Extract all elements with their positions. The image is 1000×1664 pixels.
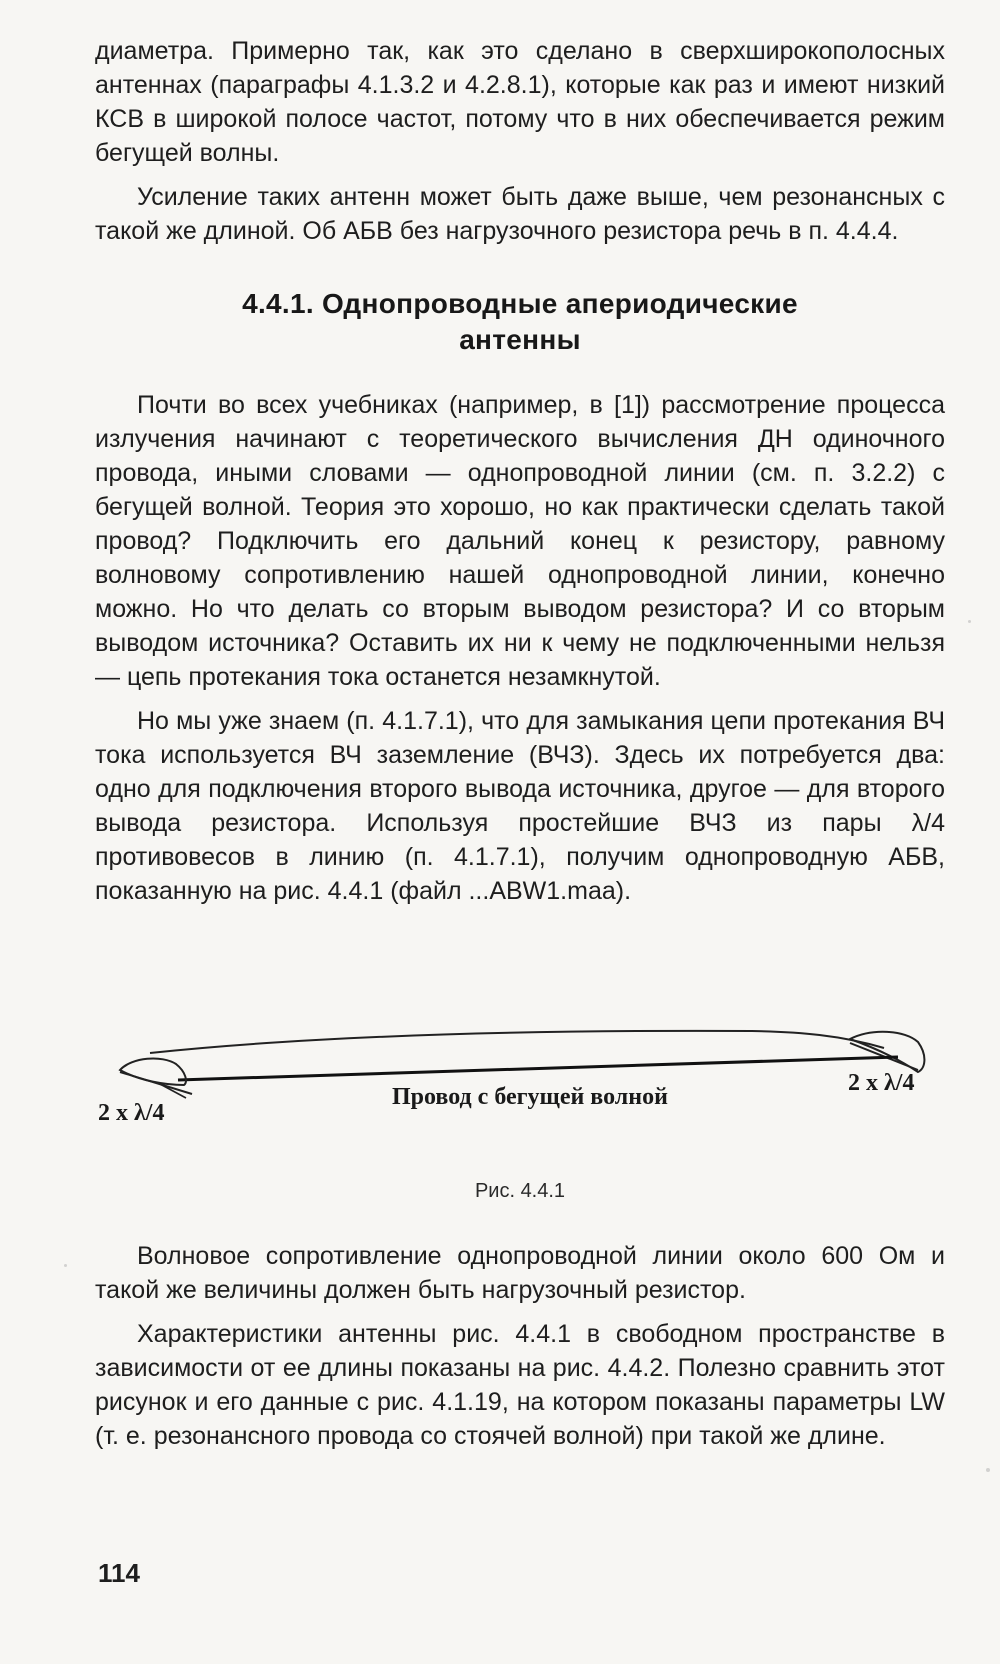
paragraph-textbooks: Почти во всех учебниках (например, в [1]) рассмотрение процесса излучения начинают с теоретического вычисления ДН одиночного провода, иными словами — однопроводной линии (см. п. 3.2.2) с бегущей волной. Теория это хорошо, но как практически сделать такой провод? Подключить его дальний конец к резистору, равному волновому сопротивлению нашей однопроводной линии, конечно можно. Но что делать со вторым выводом резистора? И со вторым выводом источника? Оставить их ни к чему не подключенными нельзя — цепь протекания тока останется незамкнутой. — [95, 391, 945, 691]
counterpoise-line — [150, 1031, 884, 1053]
antenna-diagram — [0, 936, 1000, 1176]
label-wire: Провод с бегущей волной — [392, 1084, 668, 1110]
scan-speck — [968, 620, 971, 623]
page-content — [95, 34, 945, 1453]
page-number: 114 — [98, 1558, 140, 1588]
right-counterpoise-loop — [850, 1032, 924, 1072]
left-stub — [120, 1072, 192, 1094]
section-heading-line-2: антенны — [459, 324, 581, 355]
paragraph-gain: Усиление таких антенн может быть даже выше, чем резонансных с такой же длиной. Об АБВ без нагрузочного резистора речь в п. 4.4.4. — [95, 183, 945, 245]
figure-4-4-1 — [95, 936, 945, 1176]
scan-speck — [64, 1264, 67, 1267]
paragraph-diameter: диаметра. Примерно так, как это сделано в сверхширокополосных антеннах (параграфы 4.1.3.2 и 4.2.8.1), которые как раз и имеют низкий КСВ в широкой полосе частот, потому что в них обеспечивается режим бегущей волны. — [95, 37, 945, 167]
label-left-counterpoise: 2 x λ/4 — [98, 1100, 165, 1126]
paragraph-rf-ground: Но мы уже знаем (п. 4.1.7.1), что для замыкания цепи протекания ВЧ тока используется ВЧ заземление (ВЧЗ). Здесь их потребуется два: одно для подключения второго вывода источника, другое — для второго вывода резистора. Используя простейшие ВЧЗ из пары λ/4 противовесов в линию (п. 4.1.7.1), получим однопроводную АБВ, показанную на рис. 4.4.1 (файл ...ABW1.maa). — [95, 707, 945, 905]
scan-speck — [986, 1468, 990, 1472]
figure-caption: Рис. 4.4.1 — [474, 1180, 566, 1202]
traveling-wave-wire — [178, 1057, 898, 1080]
paragraph-impedance: Волновое сопротивление однопроводной линии около 600 Ом и такой же величины должен быть нагрузочный резистор. — [95, 1242, 945, 1304]
section-heading — [95, 286, 945, 358]
section-heading-line-1: 4.4.1. Однопроводные апериодические — [242, 288, 798, 319]
label-right-counterpoise: 2 x λ/4 — [848, 1070, 915, 1096]
paragraph-characteristics: Характеристики антенны рис. 4.4.1 в свободном пространстве в зависимости от ее длины показаны на рис. 4.4.2. Полезно сравнить этот рисунок и его данные с рис. 4.1.19, на котором показаны параметры LW (т. е. резонансного провода со стоячей волной) при такой же длине. — [95, 1320, 945, 1450]
left-counterpoise-loop — [120, 1058, 186, 1085]
